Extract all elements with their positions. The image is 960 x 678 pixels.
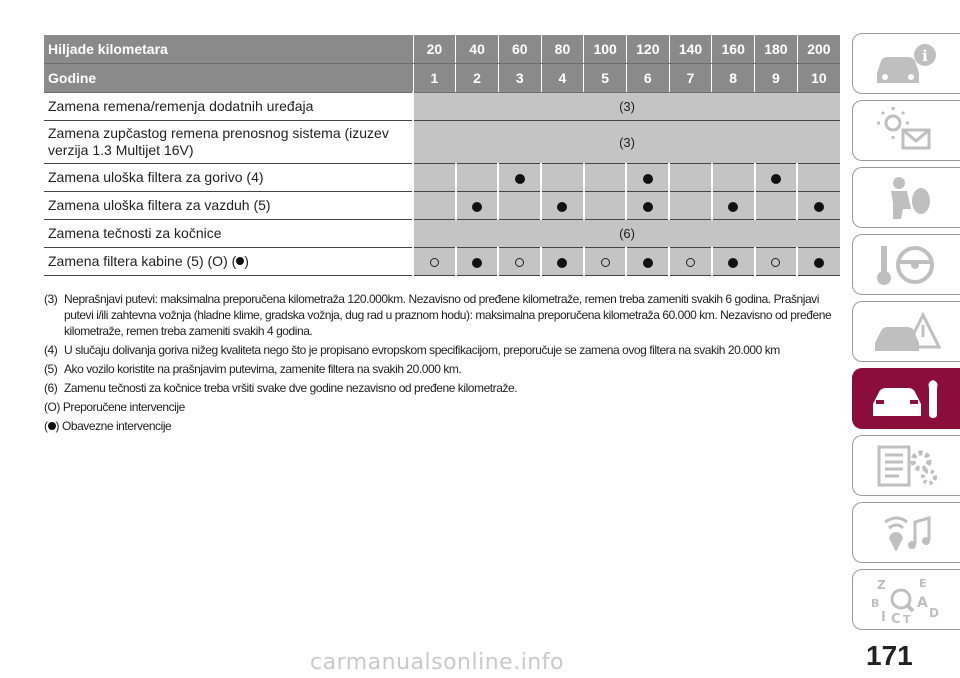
interval-cell — [712, 248, 755, 276]
mandatory-dot-icon — [472, 258, 482, 268]
interval-note: (6) — [413, 220, 840, 248]
mandatory-dot-icon — [728, 258, 738, 268]
row-label: Zamena zupčastog remena prenosnog sistema (izuzev verzija 1.3 Multijet 16V) — [44, 121, 413, 164]
interval-cell — [541, 248, 584, 276]
car-info-icon — [863, 39, 951, 89]
interval-cell — [498, 192, 541, 220]
mandatory-dot-icon — [643, 258, 653, 268]
table-row — [44, 248, 840, 276]
header-cell: 1 — [413, 64, 456, 93]
svg-text:D: D — [928, 605, 939, 620]
header-cell: 200 — [797, 35, 840, 64]
header-cell: 100 — [584, 35, 627, 64]
mandatory-dot-icon — [557, 202, 567, 212]
optional-ring-icon — [515, 258, 524, 267]
optional-ring-icon — [430, 258, 439, 267]
interval-cell — [456, 248, 499, 276]
tab-maintenance[interactable] — [852, 368, 960, 429]
svg-text:A: A — [916, 594, 928, 611]
footnote — [44, 380, 844, 396]
header-label: Hiljade kilometara — [44, 35, 413, 64]
header-cell: 8 — [712, 64, 755, 93]
header-label: Godine — [44, 64, 413, 93]
interval-cell — [541, 192, 584, 220]
tab-safety[interactable] — [852, 167, 960, 228]
header-cell: 5 — [584, 64, 627, 93]
footnote-number: (5) — [44, 362, 58, 376]
optional-ring-icon — [771, 258, 780, 267]
interval-note: (3) — [413, 93, 840, 121]
interval-cell — [797, 164, 840, 192]
table-row — [44, 192, 840, 220]
technical-data-icon — [863, 441, 951, 491]
optional-ring-icon — [686, 258, 695, 267]
page-number: 171 — [866, 640, 913, 671]
header-cell: 180 — [755, 35, 798, 64]
header-cell: 160 — [712, 35, 755, 64]
interval-cell — [413, 164, 456, 192]
header-cell: 40 — [456, 35, 499, 64]
interval-cell — [669, 248, 712, 276]
header-cell: 10 — [797, 64, 840, 93]
interval-cell — [797, 248, 840, 276]
interval-cell — [626, 192, 669, 220]
footnote-number: (3) — [44, 292, 58, 306]
footnote-text: Ako vozilo koristite na prašnjavim putevima, zamenite filtera na svakih 20.000 km. — [64, 362, 462, 376]
row-label: Zamena uloška filtera za vazduh (5) — [44, 192, 413, 220]
mandatory-dot-icon — [643, 174, 653, 184]
svg-text:i: i — [921, 46, 928, 65]
optional-ring-icon — [601, 258, 610, 267]
steering-key-icon — [863, 240, 951, 290]
header-cell: 9 — [755, 64, 798, 93]
index-alphabet-icon — [863, 575, 951, 625]
footnote-text: U slučaju dolivanja goriva nižeg kvaliteta nego što je propisano evropskom specifikacijom, preporučuje se zamena ovog filtera na svakih 20.000 km — [64, 343, 780, 357]
interval-cell — [413, 192, 456, 220]
emergency-triangle-icon — [863, 307, 951, 357]
mandatory-dot-icon — [643, 202, 653, 212]
interval-cell — [456, 164, 499, 192]
header-cell: 6 — [626, 64, 669, 93]
legend-mandatory — [44, 418, 844, 434]
legend-text: ) Obavezne intervencije — [55, 419, 172, 433]
interval-cell — [584, 164, 627, 192]
legend-optional: (O) Preporučene intervencije — [44, 400, 185, 414]
interval-cell — [456, 192, 499, 220]
header-cell: 60 — [498, 35, 541, 64]
svg-text:C: C — [890, 611, 901, 625]
interval-cell — [626, 248, 669, 276]
table-row — [44, 220, 840, 248]
interval-cell — [712, 164, 755, 192]
tab-emergency[interactable] — [852, 301, 960, 362]
header-cell: 20 — [413, 35, 456, 64]
row-label-text: Zamena filtera kabine (5) (O) ( — [48, 253, 237, 269]
interval-cell — [584, 192, 627, 220]
svg-text:B: B — [870, 596, 879, 610]
interval-cell — [669, 192, 712, 220]
header-row-years — [44, 64, 840, 93]
svg-text:I: I — [880, 609, 886, 625]
row-label-text: ) — [244, 253, 249, 269]
legend-text: ( — [44, 419, 48, 433]
row-label: Zamena uloška filtera za gorivo (4) — [44, 164, 413, 192]
tab-index[interactable] — [852, 569, 960, 630]
tab-car-info[interactable] — [852, 33, 960, 94]
warning-lights-icon — [863, 106, 951, 156]
header-row-km — [44, 35, 840, 64]
row-label: Zamena tečnosti za kočnice — [44, 220, 413, 248]
table-row — [44, 121, 840, 164]
header-cell: 80 — [541, 35, 584, 64]
footnote-text: Neprašnjavi putevi: maksimalna preporučena kilometraža 120.000km. Nezavisno od pređene kilometraže, remen treba zameniti svakih 6 godina. Prašnjavi putevi i/ili zahtevna vožnja (hladne klime, gradska vožnja, dug rad u praznom hodu): maksimalna preporučena kilometraža 60.000 km. Nezavisno od pređene kilometraže, remen treba zameniti svakih 4 godina. — [64, 292, 832, 338]
footnotes — [44, 291, 844, 437]
mandatory-dot-icon — [728, 202, 738, 212]
watermark: carmanualsonline.info — [310, 650, 564, 675]
svg-text:E: E — [918, 576, 927, 590]
mandatory-dot-icon — [814, 202, 824, 212]
interval-cell — [498, 164, 541, 192]
footnote — [44, 291, 844, 339]
mandatory-dot-icon — [557, 258, 567, 268]
tab-multimedia[interactable] — [852, 502, 960, 563]
interval-cell — [755, 192, 798, 220]
header-cell: 4 — [541, 64, 584, 93]
interval-cell — [669, 164, 712, 192]
interval-cell — [712, 192, 755, 220]
mandatory-dot-icon — [814, 258, 824, 268]
safety-airbag-icon — [863, 173, 951, 223]
tab-starting-driving[interactable] — [852, 234, 960, 295]
multimedia-icon — [863, 508, 951, 558]
interval-cell — [797, 192, 840, 220]
interval-cell — [413, 248, 456, 276]
tab-technical-data[interactable] — [852, 435, 960, 496]
svg-text:T: T — [902, 612, 911, 625]
interval-cell — [755, 164, 798, 192]
mandatory-dot-icon — [48, 422, 56, 430]
row-label: Zamena remena/remenja dodatnih uređaja — [44, 93, 413, 121]
table-row — [44, 164, 840, 192]
footnote-number: (4) — [44, 343, 58, 357]
maintenance-schedule-table — [44, 35, 840, 276]
interval-cell — [755, 248, 798, 276]
mandatory-dot-icon — [771, 174, 781, 184]
footnote-text: Zamenu tečnosti za kočnice treba vršiti svake dve godine nezavisno od pređene kilometraže. — [64, 381, 518, 395]
mandatory-dot-icon — [515, 174, 525, 184]
footnote-number: (6) — [44, 381, 58, 395]
chapter-sidebar — [852, 33, 960, 636]
footnote — [44, 361, 844, 377]
table-row — [44, 93, 840, 121]
interval-note: (3) — [413, 121, 840, 164]
header-cell: 2 — [456, 64, 499, 93]
interval-cell — [584, 248, 627, 276]
row-label — [44, 248, 413, 276]
interval-cell — [626, 164, 669, 192]
header-cell: 120 — [626, 35, 669, 64]
footnote — [44, 342, 844, 358]
svg-text:Z: Z — [876, 577, 886, 592]
interval-cell — [498, 248, 541, 276]
header-cell: 7 — [669, 64, 712, 93]
header-cell: 3 — [498, 64, 541, 93]
car-maintenance-icon — [863, 374, 951, 424]
interval-cell — [541, 164, 584, 192]
header-cell: 140 — [669, 35, 712, 64]
mandatory-dot-icon — [472, 202, 482, 212]
tab-warning-lights[interactable] — [852, 100, 960, 161]
